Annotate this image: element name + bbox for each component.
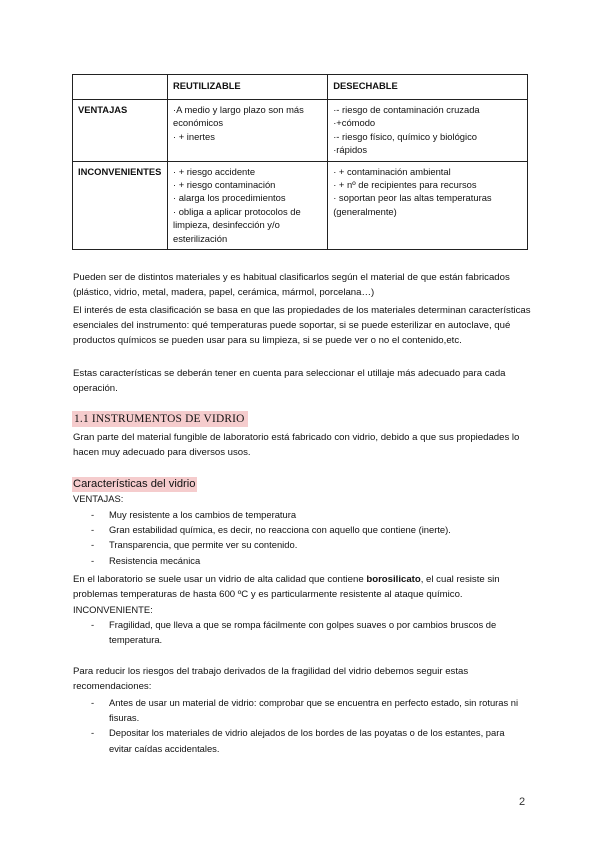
intro-paragraph-materials: Pueden ser de distintos materiales y es habitual clasificarlos según el material de que están fabricados (plástico, vidrio, metal, madera, papel, cerámica, mármol, porcelana…) bbox=[73, 272, 510, 299]
row-label-inconvenientes: INCONVENIENTES bbox=[73, 161, 168, 249]
cell-line: ·A medio y largo plazo son más bbox=[172, 104, 304, 115]
list-item bbox=[73, 507, 529, 522]
cell-ventajas-desechable bbox=[328, 100, 528, 162]
table-header-reutilizable: REUTILIZABLE bbox=[167, 75, 327, 100]
borosilicato-text-pre: En el laboratorio se suele usar un vidrio de alta calidad que contiene bbox=[73, 574, 367, 585]
list-item-text: Fragilidad, que lleva a que se rompa fácilmente con golpes suaves o por cambios bruscos de temperatura. bbox=[109, 619, 497, 646]
list-item-text: Transparencia, que permite ver su contenido. bbox=[109, 539, 298, 551]
cell-line: ·rápidos bbox=[333, 144, 368, 156]
dash-bullet: - bbox=[91, 554, 95, 566]
list-item bbox=[73, 617, 529, 647]
list-item bbox=[73, 553, 529, 568]
subheading-caracteristicas: Características del vidrio bbox=[73, 478, 196, 490]
page-number: 2 bbox=[519, 796, 526, 808]
list-item bbox=[73, 537, 529, 552]
cell-ventajas-reutilizable bbox=[167, 100, 327, 162]
table-row bbox=[73, 161, 528, 249]
dash-bullet: - bbox=[91, 524, 95, 536]
table-row bbox=[73, 100, 528, 162]
cell-line: económicos bbox=[172, 117, 224, 129]
borosilicato-bold: borosilicato bbox=[366, 574, 421, 585]
cell-line: ·+cómodo bbox=[333, 117, 376, 129]
cell-line: ·- riesgo físico, químico y biológico bbox=[333, 130, 477, 142]
recomendaciones-intro: Para reducir los riesgos del trabajo derivados de la fragilidad del vidrio debemos seguir estas recomendaciones: bbox=[73, 666, 469, 693]
cell-line: · obliga a aplicar protocolos de bbox=[172, 205, 301, 217]
ventajas-label: VENTAJAS: bbox=[73, 493, 124, 504]
recomendaciones-list bbox=[73, 695, 529, 756]
inconveniente-label: INCONVENIENTE: bbox=[73, 604, 153, 615]
row-label-ventajas: VENTAJAS bbox=[73, 100, 168, 162]
cell-line: esterilización bbox=[172, 232, 228, 244]
list-item-text: Muy resistente a los cambios de temperatura bbox=[109, 509, 297, 520]
table-header-desechable: DESECHABLE bbox=[328, 75, 528, 100]
ventajas-list bbox=[73, 507, 529, 568]
dash-bullet: - bbox=[91, 619, 95, 630]
cell-line: · + riesgo accidente bbox=[172, 165, 256, 177]
cell-line: limpieza, desinfección y/o bbox=[172, 219, 280, 231]
cell-line: · + nº de recipientes para recursos bbox=[333, 179, 477, 191]
list-item-text: Resistencia mecánica bbox=[109, 554, 201, 566]
borosilicato-paragraph bbox=[73, 572, 533, 602]
table-header-empty bbox=[73, 75, 168, 100]
cell-line: ·- riesgo de contaminación cruzada bbox=[333, 104, 480, 115]
section-paragraph-vidrio: Gran parte del material fungible de laboratorio está fabricado con vidrio, debido a que sus propiedades lo hacen muy adecuado para diversos usos. bbox=[73, 432, 520, 459]
list-item bbox=[73, 695, 529, 725]
cell-inconvenientes-reutilizable bbox=[167, 161, 327, 249]
dash-bullet: - bbox=[91, 539, 95, 551]
list-item-text: Antes de usar un material de vidrio: comprobar que se encuentra en perfecto estado, sin roturas ni fisuras. bbox=[109, 697, 519, 724]
cell-line: · + riesgo contaminación bbox=[172, 179, 276, 191]
cell-line: (generalmente) bbox=[333, 205, 397, 217]
comparison-table bbox=[72, 74, 528, 250]
intro-paragraph-characteristics: Estas características se deberán tener en cuenta para seleccionar el utillaje más adecuado para cada operación. bbox=[73, 368, 506, 395]
intro-paragraph-interest: El interés de esta clasificación se basa en que las propiedades de los materiales determinan características esenciales del instrumento: qué temperaturas puede soportar, si se puede esterilizar en autoclave, qué productos químicos se pueden usar para su limpieza, si se puede ver o no el contenido,etc. bbox=[73, 305, 531, 347]
list-item-text: Gran estabilidad química, es decir, no reacciona con aquello que contiene (inerte). bbox=[109, 524, 451, 536]
list-item-text: Depositar los materiales de vidrio alejados de los bordes de las poyatas o de los estantes, para evitar caídas accidentales. bbox=[109, 727, 505, 754]
dash-bullet: - bbox=[91, 727, 95, 739]
dash-bullet: - bbox=[91, 509, 95, 520]
inconvenientes-list bbox=[73, 617, 529, 647]
list-item bbox=[73, 725, 529, 755]
cell-inconvenientes-desechable bbox=[328, 161, 528, 249]
section-heading-vidrio: 1.1 INSTRUMENTOS DE VIDRIO bbox=[72, 411, 248, 427]
dash-bullet: - bbox=[91, 697, 95, 708]
cell-line: · + inertes bbox=[172, 130, 215, 142]
table-header-row bbox=[73, 75, 528, 100]
list-item bbox=[73, 522, 529, 537]
cell-line: · soportan peor las altas temperaturas bbox=[333, 192, 492, 204]
cell-line: · alarga los procedimientos bbox=[172, 192, 286, 204]
borosilicato-text-post: , el cual resiste sin problemas temperaturas de hasta 600 ºC y es particularmente resistente al ataque químico. bbox=[73, 574, 500, 601]
cell-line: · + contaminación ambiental bbox=[333, 165, 451, 177]
